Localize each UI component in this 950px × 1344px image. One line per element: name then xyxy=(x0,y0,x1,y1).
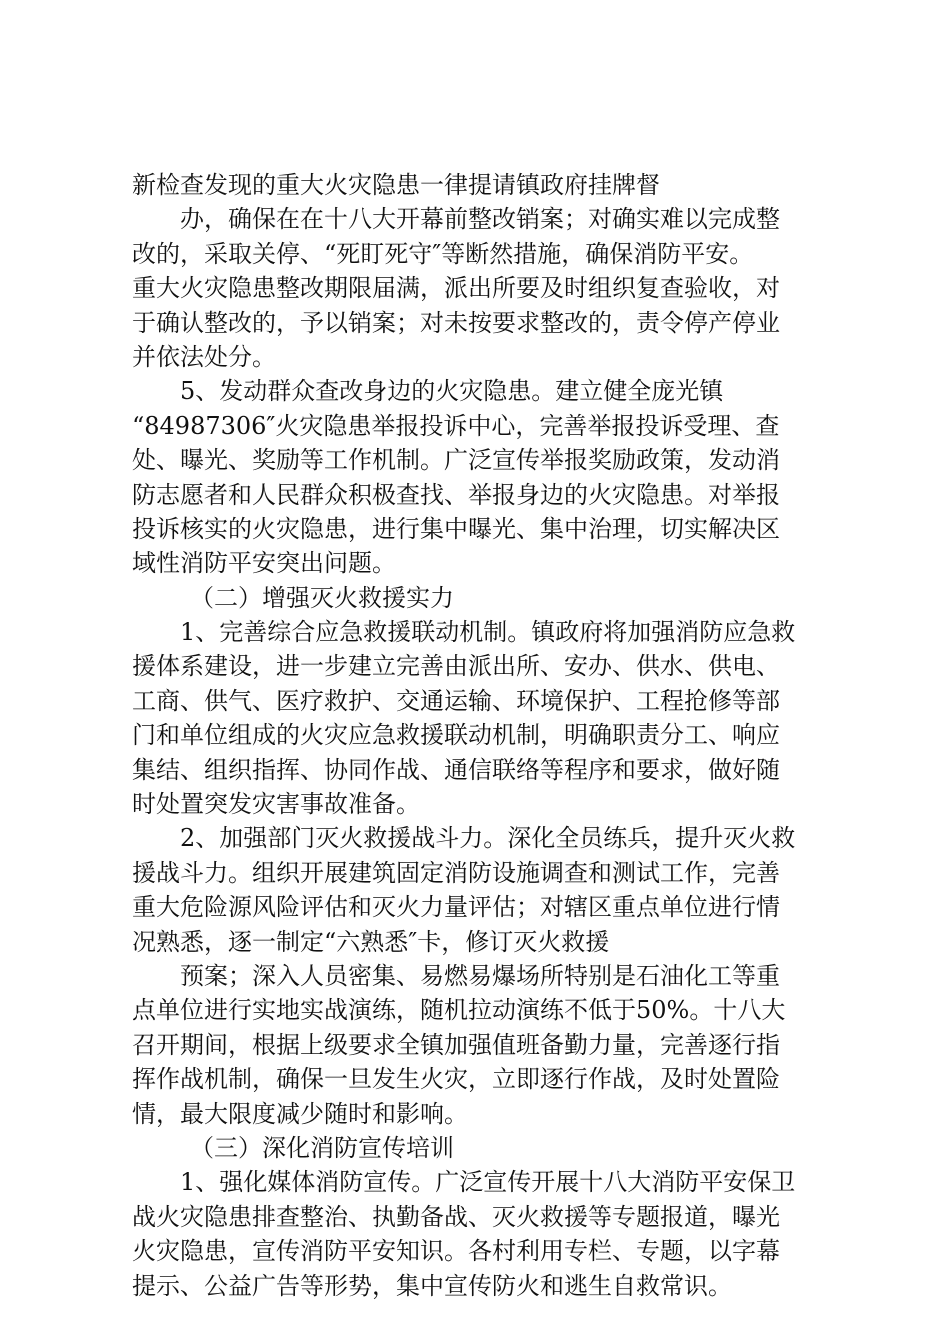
text-line: 投诉核实的火灾隐患，进行集中曝光、集中治理，切实解决区 xyxy=(132,514,780,543)
text-line: 防志愿者和人民群众积极查找、举报身边的火灾隐患。对举报 xyxy=(132,480,780,509)
text-line: 改的，采取关停、“死盯死守″等断然措施，确保消防平安。 xyxy=(132,239,754,268)
text-line: 重大火灾隐患整改期限届满，派出所要及时组织复查验收，对 xyxy=(132,274,780,303)
text-line: 1、完善综合应急救援联动机制。镇政府将加强消防应急救 xyxy=(180,618,796,647)
text-line: 工商、供气、医疗救护、交通运输、环境保护、工程抢修等部 xyxy=(132,686,780,715)
text-line: 办，确保在在十八大开幕前整改销案；对确实难以完成整 xyxy=(180,205,780,234)
text-line: 处、曝光、奖励等工作机制。广泛宣传举报奖励政策，发动消 xyxy=(132,446,780,475)
text-line: 于确认整改的，予以销案；对未按要求整改的，责令停产停业 xyxy=(132,308,780,337)
section-heading: （三）深化消防宣传培训 xyxy=(190,1133,454,1162)
text-line: 援战斗力。组织开展建筑固定消防设施调查和测试工作，完善 xyxy=(132,858,780,887)
text-line: 召开期间，根据上级要求全镇加强值班备勤力量，完善逐行指 xyxy=(132,1030,780,1059)
text-line: 挥作战机制，确保一旦发生火灾，立即逐行作战，及时处置险 xyxy=(132,1065,780,1094)
text-line: 并依法处分。 xyxy=(132,342,276,371)
text-line: 火灾隐患，宣传消防平安知识。各村利用专栏、专题，以字幕 xyxy=(132,1237,780,1266)
text-line: 战火灾隐患排查整治、执勤备战、灭火救援等专题报道，曝光 xyxy=(132,1202,780,1231)
text-line: 援体系建设，进一步建立完善由派出所、安办、供水、供电、 xyxy=(132,652,780,681)
text-line: 提示、公益广告等形势，集中宣传防火和逃生自救常识。 xyxy=(132,1271,732,1300)
text-line: 1、强化媒体消防宣传。广泛宣传开展十八大消防平安保卫 xyxy=(180,1168,796,1197)
text-line: 点单位进行实地实战演练，随机拉动演练不低于50%。十八大 xyxy=(132,996,786,1025)
text-line: 重大危险源风险评估和灭火力量评估；对辖区重点单位进行情 xyxy=(132,893,780,922)
text-line: 门和单位组成的火灾应急救援联动机制，明确职责分工、响应 xyxy=(132,721,780,750)
text-line: 时处置突发灾害事故准备。 xyxy=(132,790,420,819)
text-line: 域性消防平安突出问题。 xyxy=(132,549,396,578)
text-line: “84987306″火灾隐患举报投诉中心，完善举报投诉受理、查 xyxy=(132,411,780,440)
text-line: 新检查发现的重大火灾隐患一律提请镇政府挂牌督 xyxy=(132,171,660,199)
text-line: 集结、组织指挥、协同作战、通信联络等程序和要求，做好随 xyxy=(132,755,780,784)
text-line: 况熟悉，逐一制定“六熟悉″卡，修订灭火救援 xyxy=(132,927,610,956)
document-body xyxy=(132,168,832,1303)
text-line: 2、加强部门灭火救援战斗力。深化全员练兵，提升灭火救 xyxy=(180,824,796,853)
text-line: 预案；深入人员密集、易燃易爆场所特别是石油化工等重 xyxy=(180,961,780,990)
section-heading: （二）增强灭火救援实力 xyxy=(190,583,454,612)
text-line: 5、发动群众查改身边的火灾隐患。建立健全庞光镇 xyxy=(180,377,724,406)
text-line: 情，最大限度减少随时和影响。 xyxy=(132,1099,468,1128)
